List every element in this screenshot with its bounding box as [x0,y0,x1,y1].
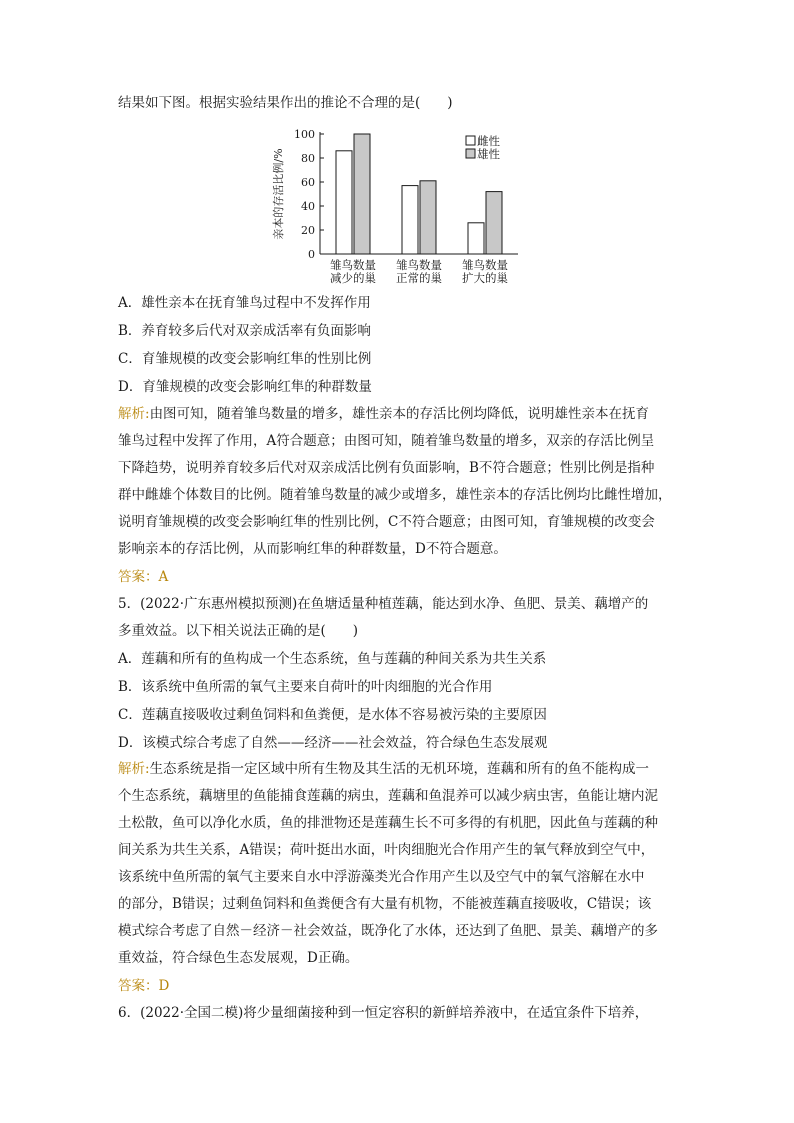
bar-female [336,151,352,254]
y-tick-label: 40 [301,200,315,213]
q5-analysis-line-7: 模式综合考虑了自然－经济－社会效益，既净化了水体，还达到了鱼肥、景美、藕增产的多 [118,923,658,939]
x-category-label: 雏鸟数量 [462,258,508,272]
x-category-label: 减少的巢 [330,271,376,285]
y-tick-label: 20 [301,224,315,237]
q4-analysis-text: 由图可知，随着雏鸟数量的增多，雄性亲本的存活比例均降低，说明雄性亲本在抚育 [149,406,650,422]
q4-option-c: C．育雏规模的改变会影响红隼的性别比例 [118,351,372,367]
x-category-label: 正常的巢 [396,271,442,285]
x-category-label: 扩大的巢 [462,271,508,285]
q4-answer: 答案：A [118,569,169,585]
q5-analysis-line-4: 间关系为共生关系，A错误；荷叶挺出水面，叶肉细胞光合作用产生的氧气释放到空气中， [118,842,655,858]
bar-male [486,192,502,254]
q4-analysis-line-4: 群中雌雄个体数目的比例。随着雏鸟数量的减少或增多，雄性亲本的存活比例均比雌性增加， [118,487,672,503]
q5-analysis-line-5: 该系统中鱼所需的氧气主要来自水中浮游藻类光合作用产生以及空气中的氧气溶解在水中 [118,869,645,885]
y-tick-label: 100 [294,128,315,141]
y-tick-label: 60 [301,176,315,189]
bar-chart [270,124,530,290]
q5-option-c: C．莲藕直接吸收过剩鱼饲料和鱼粪便，是水体不容易被污染的主要原因 [118,707,547,723]
legend-swatch [466,136,475,145]
intro-line: 结果如下图。根据实验结果作出的推论不合理的是( ) [118,95,453,111]
bar-female [402,186,418,254]
q4-analysis-tag: 解析: [118,406,150,422]
q5-answer: 答案：D [118,978,170,994]
y-tick-label: 0 [308,248,315,261]
q5-analysis-line-3: 土松散，鱼可以净化水质，鱼的排泄物还是莲藕生长不可多得的有机肥，因此鱼与莲藕的种 [118,815,658,831]
q5-analysis-line-6: 的部分，B错误；过剩鱼饲料和鱼粪便含有大量有机物，不能被莲藕直接吸收，C错误；该 [118,896,652,912]
q4-analysis-line-1 [118,405,649,423]
q5-analysis-text: 生态系统是指一定区域中所有生物及其生活的无机环境，莲藕和所有的鱼不能构成一 [149,761,650,777]
q5-analysis-line-2: 个生态系统，藕塘里的鱼能捕食莲藕的病虫，莲藕和鱼混养可以减少病虫害，鱼能让塘内泥 [118,788,658,804]
q5-analysis-line-8: 重效益，符合绿色生态发展观，D正确。 [118,950,359,966]
legend-label: 雄性 [477,147,500,161]
y-axis-label: 亲本的存活比例/% [272,148,285,240]
q4-analysis-line-5: 说明育雏规模的改变会影响红隼的性别比例，C不符合题意；由图可知，育雏规模的改变会 [118,514,655,530]
q4-analysis-line-3: 下降趋势，说明养育较多后代对双亲成活比例有负面影响，B不符合题意；性别比例是指种 [118,460,655,476]
legend-swatch [466,149,475,158]
bar-male [354,134,370,254]
bar-female [468,223,484,254]
q4-option-d: D．育雏规模的改变会影响红隼的种群数量 [118,379,372,395]
x-category-label: 雏鸟数量 [330,258,376,272]
y-tick-label: 80 [301,152,315,165]
q5-option-d: D．该模式综合考虑了自然——经济——社会效益，符合绿色生态发展观 [118,735,548,751]
q5-analysis-tag: 解析: [118,761,150,777]
x-category-label: 雏鸟数量 [396,258,442,272]
bar-male [420,181,436,254]
q5-stem-line-2: 多重效益。以下相关说法正确的是( ) [118,623,359,639]
q5-option-b: B．该系统中鱼所需的氧气主要来自荷叶的叶肉细胞的光合作用 [118,679,493,695]
q4-option-b: B．养育较多后代对双亲成活率有负面影响 [118,323,371,339]
q5-analysis-line-1 [118,760,649,778]
q6-stem: 6．(2022·全国二模)将少量细菌接种到一恒定容积的新鲜培养液中，在适宜条件下培养， [118,1005,649,1021]
q4-analysis-line-6: 影响亲本的存活比例，从而影响红隼的种群数量，D不符合题意。 [118,541,507,557]
q4-option-a: A．雄性亲本在抚育雏鸟过程中不发挥作用 [118,295,371,311]
legend-label: 雌性 [477,134,500,148]
q4-analysis-line-2: 雏鸟过程中发挥了作用，A符合题意；由图可知，随着雏鸟数量的增多，双亲的存活比例呈 [118,433,655,449]
q5-stem-line-1: 5．(2022·广东惠州模拟预测)在鱼塘适量种植莲藕，能达到水净、鱼肥、景美、藕增产的 [118,596,649,612]
q5-option-a: A．莲藕和所有的鱼构成一个生态系统，鱼与莲藕的种间关系为共生关系 [118,651,547,667]
